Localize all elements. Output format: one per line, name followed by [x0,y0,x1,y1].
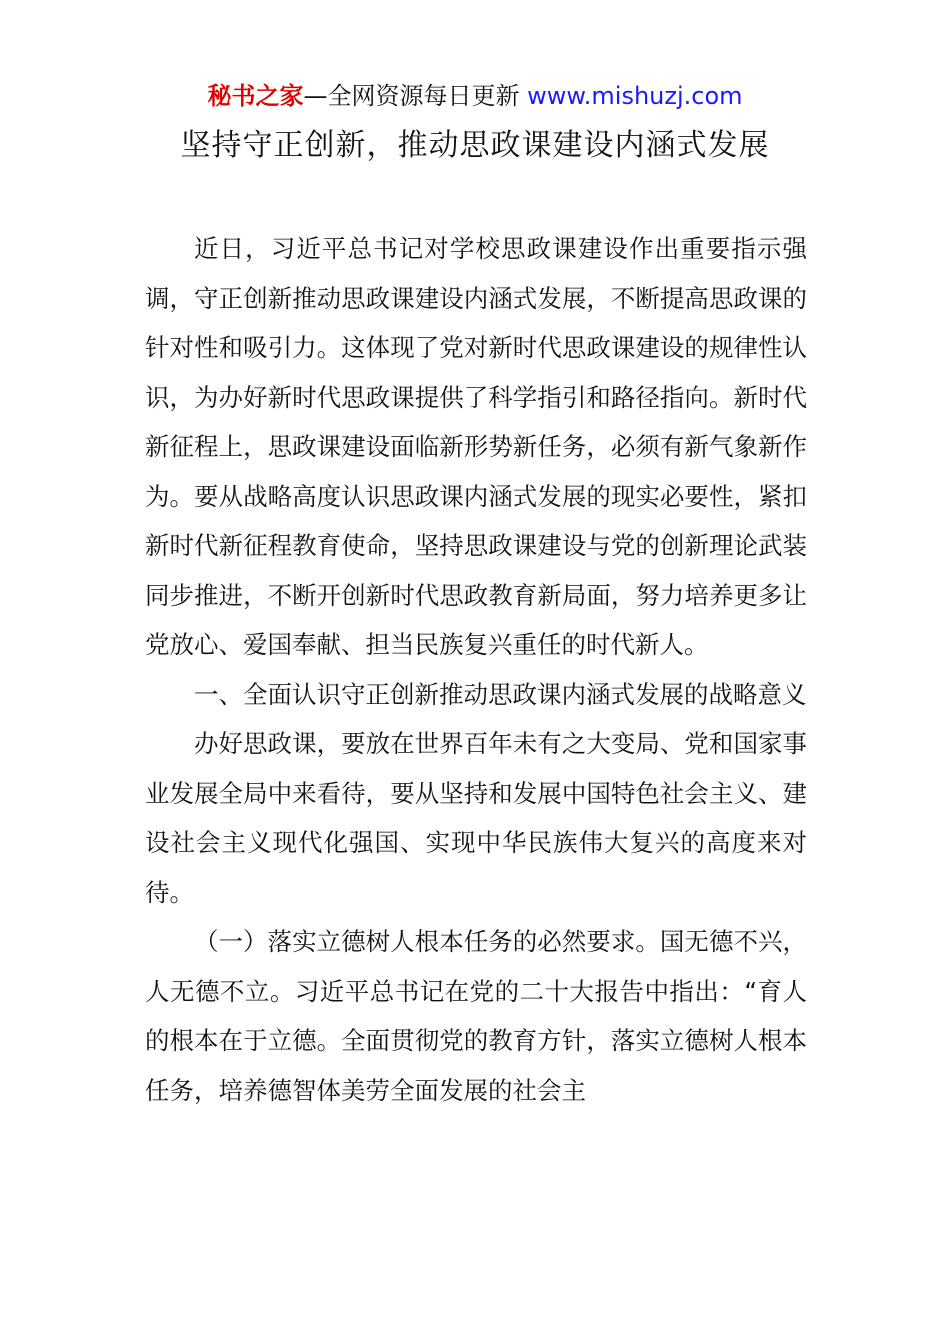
site-header [0,80,950,112]
section-heading-1: 一、全面认识守正创新推动思政课内涵式发展的战略意义 [194,679,807,709]
document-title: 坚持守正创新，推动思政课建设内涵式发展 [180,128,770,163]
site-url-link[interactable]: www.mishuzj.com [527,82,743,110]
intro-paragraph: 近日，习近平总书记对学校思政课建设作出重要指示强调，守正创新推动思政课建设内涵式发展，不断提高思政课的针对性和吸引力。这体现了党对新时代思政课建设的规律性认识，为办好新时代思政课提供了科学指引和路径指向。新时代新征程上，思政课建设面临新形势新任务，必须有新气象新作为。要从战略高度认识思政课内涵式发展的现实必要性，紧扣新时代新征程教育使命，坚持思政课建设与党的创新理论武装同步推进，不断开创新时代思政教育新局面，努力培养更多让党放心、爱国奉献、担当民族复兴重任的时代新人。 [145,234,807,659]
document-body [145,224,807,1115]
site-brand: 秘书之家 [207,82,304,110]
section-1-paragraph: 办好思政课，要放在世界百年未有之大变局、党和国家事业发展全局中来看待，要从坚持和发展中国特色社会主义、建设社会主义现代化强国、实现中华民族伟大复兴的高度来对待。 [145,729,807,907]
site-tagline: —全网资源每日更新 [303,82,520,110]
subsection-1-paragraph: （一）落实立德树人根本任务的必然要求。国无德不兴，人无德不立。习近平总书记在党的二十大报告中指出：“育人的根本在于立德。全面贯彻党的教育方针，落实立德树人根本任务，培养德智体美劳全面发展的社会主 [145,927,807,1105]
